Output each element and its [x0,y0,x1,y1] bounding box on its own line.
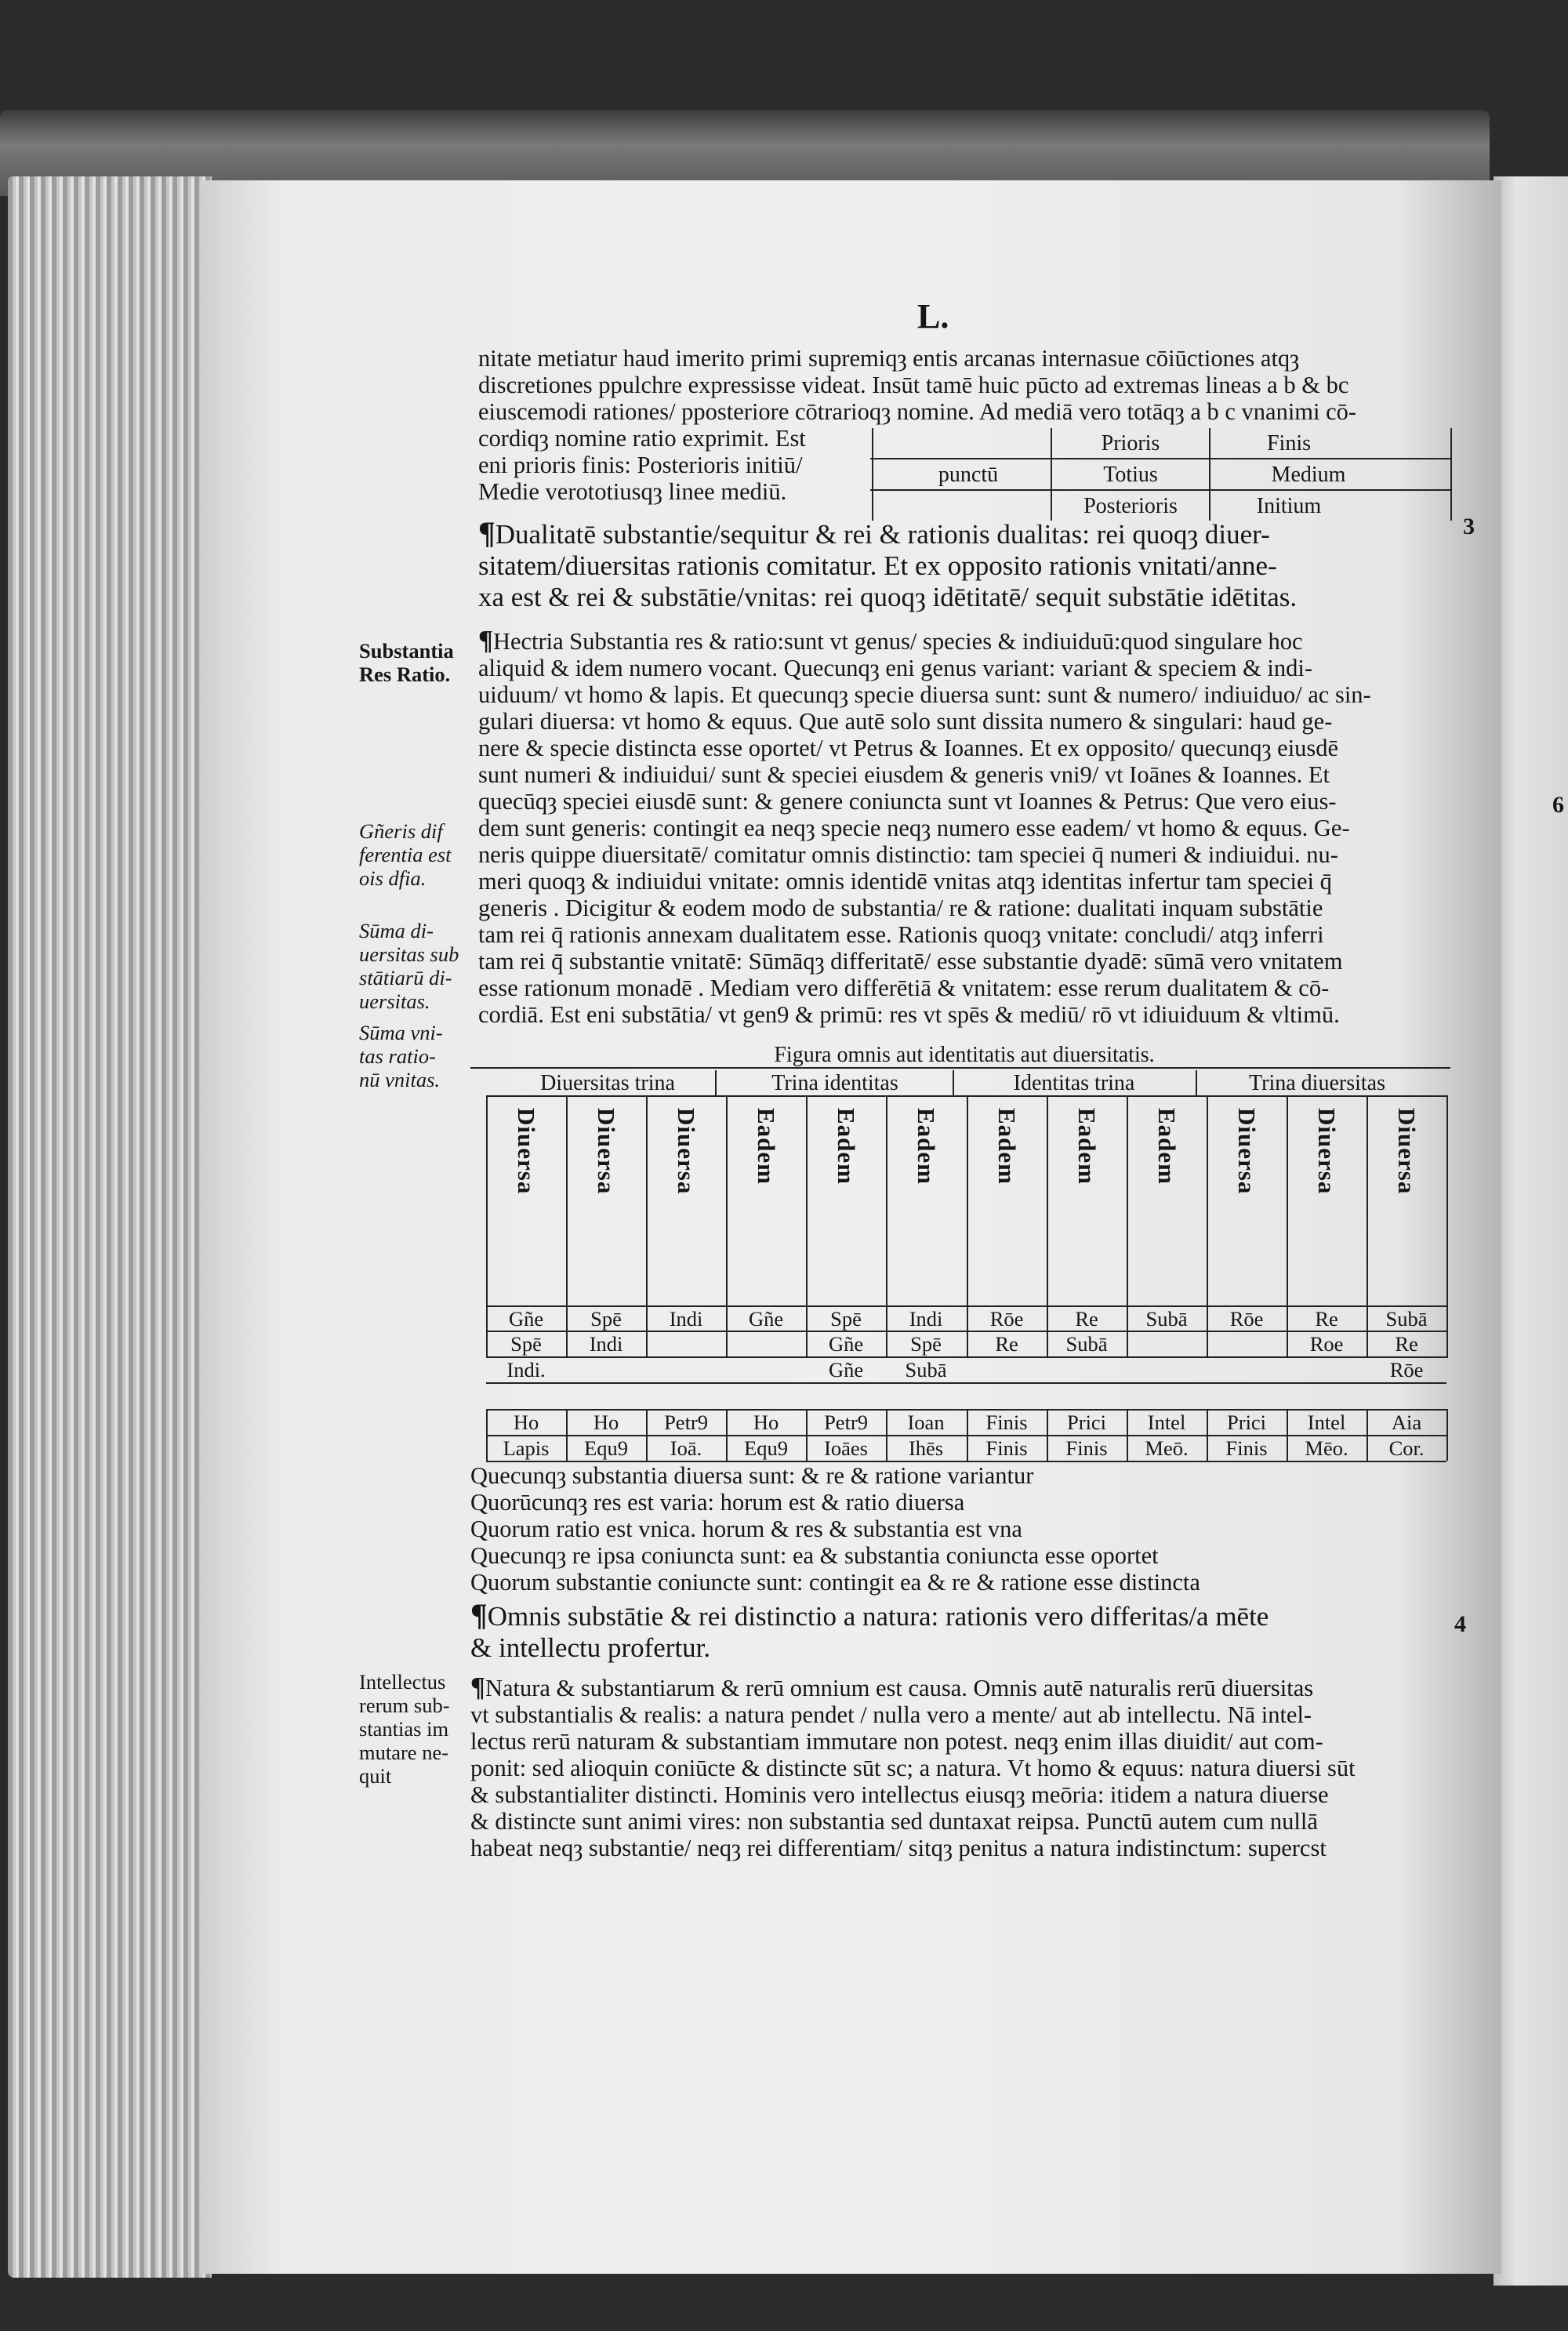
text-line: lectus rerū naturam & substantiam immutare non potest. neqȝ enim illas diuidit/ aut com- [470,1728,1323,1755]
text-line: Quorum ratio est vnica. horum & res & substantia est vna [470,1516,1022,1542]
box-cell: Medium [1271,463,1346,487]
figure-cell: Subā [1385,1307,1428,1331]
margin-note-generis [359,819,452,890]
figure-cell: Subā [905,1358,947,1382]
figure-cell: Spē [830,1307,862,1331]
figure-cell: Prici [1227,1411,1267,1434]
box-cell: Prioris [1101,431,1160,456]
figure-header: Trina diuersitas [1249,1071,1385,1095]
margin-line: nū vnitas. [359,1068,441,1091]
text-line-content: Dualitatē substantie/sequitur & rei & rationis dualitas: rei quoqȝ diuer- [495,519,1270,550]
margin-line: Intellectus [359,1670,446,1694]
figure-cell: Finis [1065,1436,1108,1460]
figure-rule [486,1382,1446,1384]
figure-cell: Gñe [508,1307,544,1331]
figure-cell: Meō. [1145,1436,1189,1460]
margin-line: mutare ne- [359,1741,449,1764]
text-line: generis . Dicigitur & eodem modo de substantia/ re & ratione: dualitati inquam substātie [478,895,1323,921]
text-line: esse rationum monadē . Mediam vero differētiā & vnitatem: esse rerum dualitatem & cō- [478,975,1330,1001]
figure-cell: Prici [1067,1411,1107,1434]
margin-note-summa-vnitas [359,1021,443,1091]
right-margin-mark-4: 4 [1454,1611,1466,1637]
figure-cell: Indi [909,1307,943,1331]
right-margin-mark-3: 3 [1463,514,1475,539]
text-line: aliquid & idem numero vocant. Quecunqȝ eni genus variant: variant & speciem & indi- [478,655,1313,681]
paragraph-substantia [478,627,1450,1028]
figure-cell: Re [1075,1307,1098,1331]
text-line: & substantialiter distincti. Hominis vero intellectus eiusqȝ meōria: itidem a natura diuerse [470,1781,1329,1808]
figure-column-label: Diuersa [1313,1108,1341,1195]
figure-cell: Roe [1309,1332,1344,1356]
text-line: Quorūcunqȝ res est varia: horum est & ratio diuersa [470,1489,965,1516]
figure-cell: Re [1315,1307,1338,1331]
box-cell: Posterioris [1083,494,1178,518]
figure-cell: Gñe [828,1332,864,1356]
text-line: nere & specie distincta esse oportet/ vt Petrus & Ioannes. Et ex opposito/ quecunqȝ eiusdē [478,735,1339,761]
figure-column-label: Eadem [1153,1108,1181,1185]
figure-column-label: Diuersa [593,1108,621,1195]
margin-line: uersitas sub [359,942,459,966]
text-line: sunt numeri & indiuidui/ sunt & speciei eiusdem & generis vni9/ vt Ioānes & Ioannes. Et [478,761,1330,788]
text-line: cordiqȝ nomine ratio exprimit. Est [478,425,806,452]
text-line: quecūqȝ speciei eiusdē sunt: & genere coniuncta sunt vt Ioannes & Petrus: Que vero eius- [478,788,1337,815]
margin-line: stantias im [359,1717,449,1741]
figure-cell: Spē [590,1307,622,1331]
text-line: Quecunqȝ re ipsa coniuncta sunt: ea & substantia coniuncta esse oportet [470,1542,1159,1569]
text-line: eni prioris finis: Posterioris initiū/ [478,452,803,478]
text-line: & intellectu profertur. [470,1632,711,1663]
text-line: meri quoqȝ & indiuidui vnitate: omnis identidē vnitas atqȝ identitas infertur tam speciei q̄ [478,868,1332,895]
figure-cell: Indi. [506,1358,546,1382]
figure-column-label: Diuersa [1233,1108,1261,1195]
text-line: cordiā. Est eni substātia/ vt gen9 & primū: res vt spēs & mediū/ rō vt idiuiduum & vltimū. [478,1001,1340,1028]
text-line [470,1674,1443,1701]
figure-cell: Finis [1225,1436,1268,1460]
box-cell: Finis [1266,431,1312,456]
figure-column-label: Eadem [1073,1108,1102,1185]
text-line: vt substantialis & realis: a natura pendet / nulla vero a mente/ aut ab intellectu. Nā intel- [470,1701,1312,1728]
box-rule [870,489,1452,491]
text-line: xa est & rei & substātie/vnitas: rei quoqȝ idētitatē/ sequit substātie idētitas. [478,582,1298,612]
figure-cell: Ho [593,1411,619,1434]
figure-cell: Finis [985,1436,1028,1460]
figure-cell: Spē [910,1332,942,1356]
figure-cell: Ioan [907,1411,945,1434]
paragraph-omnis-substantie [470,1599,1443,1664]
text-line [478,627,1450,655]
facing-page-edge [1494,176,1568,2286]
margin-line: uersitas. [359,989,430,1013]
figure-cell: Indi [669,1307,703,1331]
figure-cell: Subā [1065,1332,1108,1356]
box-cell: punctū [938,463,999,487]
figure-rule [470,1067,1450,1069]
figure-identitas-diuersitas [470,1039,1450,1486]
margin-line: Substantia [359,639,454,663]
figure-cell: Ho [513,1411,539,1434]
right-margin-mark-6: 6 [1552,792,1564,818]
figure-cell: Ioā. [670,1436,702,1460]
figure-cell: Rōe [1229,1307,1264,1331]
text-line [470,1599,1443,1632]
text-line: eiuscemodi rationes/ pposteriore cōtrarioqȝ nomine. Ad mediā vero totāqȝ a b c vnanimi cō- [478,398,1357,425]
figure-cell: Rōe [989,1307,1024,1331]
text-line: tam rei q̄ rationis annexam dualitatem esse. Rationis quoqȝ vnitate: concludi/ atqȝ inferri [478,921,1324,948]
margin-line: stātiarū di- [359,966,452,989]
text-line: Medie verototiusqȝ linee mediū. [478,478,787,505]
text-line-content: Hectria Substantia res & ratio:sunt vt genus/ species & indiuiduū:quod singulare hoc [492,628,1303,655]
text-line: dem sunt generis: contingit ea neqȝ specie neqȝ numero esse eadem/ vt homo & equus. Ge- [478,815,1350,841]
text-line: discretiones ppulchre expressisse videat. Insūt tamē huic pūcto ad extremas lineas a b & bc [478,372,1349,398]
text-line-content: Omnis substātie & rei distinctio a natura: rationis vero differitas/a mēte [487,1601,1269,1632]
figure-cell: Intel [1147,1411,1186,1434]
margin-line: tas ratio- [359,1044,436,1068]
figure-cell: Spē [510,1332,542,1356]
margin-line: quit [359,1764,392,1788]
figure-cell: Lapis [503,1436,550,1460]
paragraph-mark: ¶ [470,1672,485,1702]
figure-rule [953,1070,954,1095]
text-line: gulari diuersa: vt homo & equus. Que autē solo sunt dissita numero & singulari: haud ge- [478,708,1333,735]
figure-cell: Rōe [1389,1358,1424,1382]
text-line: sitatem/diuersitas rationis comitatur. Et ex opposito rationis vnitati/anne- [478,550,1277,581]
text-line: & distincte sunt animi vires: non substantia sed duntaxat reipsa. Punctū autem cum nullā [470,1808,1318,1835]
page-edges [8,176,212,2278]
paragraph-mark: ¶ [470,1597,488,1632]
figure-cell: Finis [985,1411,1028,1434]
figure-column-label: Diuersa [1393,1108,1421,1195]
figure-cell: Ho [753,1411,779,1434]
figure-cell: Mēo. [1305,1436,1348,1460]
margin-note-summa-diuersitas [359,919,459,1013]
folio-number: L. [917,297,949,336]
figure-cell: Petr9 [824,1411,868,1434]
figure-cell: Indi [589,1332,623,1356]
margin-note-intellectus [359,1670,450,1788]
text-line: nitate metiatur haud imerito primi supremiqȝ entis arcanas internasue cōiūctiones atqȝ [478,345,1300,372]
text-line [478,517,1450,550]
margin-note-substantia [359,639,454,686]
text-line: Quecunqȝ substantia diuersa sunt: & re & ratione variantur [470,1462,1034,1489]
figure-cell: Cor. [1388,1436,1425,1460]
text-line: habeat neqȝ substantie/ neqȝ rei differentiam/ sitqȝ penitus a natura indistinctum: supercst [470,1835,1327,1861]
text-line: ponit: sed alioquin coniūcte & distincte sūt sc; a natura. Vt homo & equus: natura diuersi sūt [470,1755,1356,1781]
paragraph-natura [470,1674,1443,1861]
figure-column-label: Eadem [993,1108,1022,1185]
figure-column-label: Eadem [753,1108,781,1185]
margin-line: ferentia est [359,843,452,866]
figure-header: Identitas trina [1013,1071,1135,1095]
figure-cell: Re [995,1332,1018,1356]
figure-cell: Aia [1391,1411,1422,1434]
margin-line: Res Ratio. [359,663,451,686]
figure-column-label: Diuersa [673,1108,701,1195]
figure-cell: Equ9 [584,1436,628,1460]
figure-rule [1196,1070,1197,1095]
text-line: tam rei q̄ substantie vnitatē: Sūmāqȝ differitatē/ esse substantie dyadē: sūmā vero vnitatem [478,948,1343,975]
figure-cell: Subā [1145,1307,1188,1331]
figure-conclusions [470,1462,1443,1596]
figure-title: Figura omnis aut identitatis aut diuersitatis. [774,1043,1155,1067]
box-cell: Initium [1256,494,1322,518]
figure-header: Trina identitas [771,1071,898,1095]
margin-line: rerum sub- [359,1694,450,1717]
figure-cell: Gñe [748,1307,784,1331]
figure-cell: Re [1395,1332,1418,1356]
box-rule [870,458,1452,459]
text-line: uiduum/ vt homo & lapis. Et quecunqȝ specie diuersa sunt: sunt & numero/ indiuiduo/ ac sin- [478,681,1371,708]
text-line: neris quippe diuersitatē/ comitatur omnis distinctio: tam speciei q̄ numeri & indiuidui. nu- [478,841,1338,868]
figure-cell: Equ9 [744,1436,788,1460]
box-cell: Totius [1103,463,1158,487]
figure-column-label: Eadem [833,1108,861,1185]
figure-header: Diuersitas trina [540,1071,675,1095]
margin-line: ois dfia. [359,866,426,890]
margin-line: Sūma vni- [359,1021,443,1044]
figure-cell: Petr9 [664,1411,708,1434]
margin-line: Gñeris dif [359,819,443,843]
figure-cell: Gñe [828,1358,864,1382]
figure-column-label: Eadem [913,1108,941,1185]
figure-rule [715,1070,717,1095]
figure-cell: Ioāes [824,1436,868,1460]
text-line-content: Natura & substantiarum & rerū omnium est causa. Omnis autē naturalis rerū diuersitas [485,1675,1314,1701]
figure-column-label: Diuersa [513,1108,541,1195]
figure-cell: Ihēs [908,1436,944,1460]
figure-cell: Intel [1307,1411,1346,1434]
paragraph-mark: ¶ [478,515,495,550]
ratio-box [870,428,1452,521]
paragraph-dualitas [478,517,1450,613]
margin-line: Sūma di- [359,919,434,942]
text-line: Quorum substantie coniuncte sunt: contingit ea & re & ratione esse distincta [470,1569,1200,1596]
paragraph-mark: ¶ [478,625,493,655]
